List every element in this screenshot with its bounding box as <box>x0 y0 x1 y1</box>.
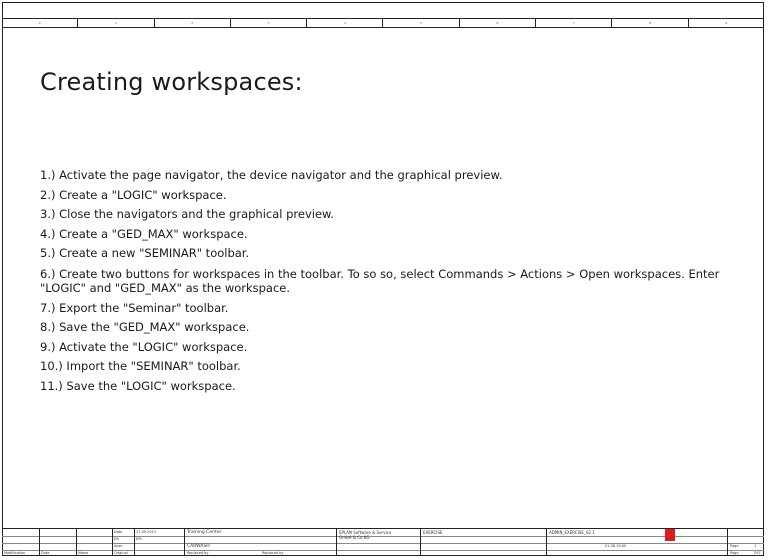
eplan-logo-icon <box>665 529 675 541</box>
page-label: Page <box>730 544 739 548</box>
column-number: 7 <box>536 19 612 27</box>
editor-label: Ed. <box>114 537 120 541</box>
column-number: 6 <box>460 19 536 27</box>
original-label: Original <box>114 551 128 555</box>
column-number: 8 <box>612 19 688 27</box>
instruction-step: 1.) Activate the page navigator, the device navigator and the graphical preview. <box>40 168 503 182</box>
instruction-step: 11.) Save the "LOGIC" workspace. <box>40 378 236 393</box>
project-name: CARWASH <box>187 544 210 549</box>
instruction-step: 7.) Export the "Seminar" toolbar. <box>40 300 229 315</box>
title-block-column <box>727 529 728 556</box>
approved-label: Appr <box>114 544 123 548</box>
modification-label: Modification <box>4 551 26 555</box>
title-block-column <box>112 529 113 556</box>
title-block-column <box>39 529 40 556</box>
page-count: 297 <box>754 551 761 555</box>
date-value: 27.09.2013 <box>136 530 157 534</box>
company-line-2: GmbH & Co KG <box>339 535 370 540</box>
instruction-step: 6.) Create two buttons for workspaces in the toolbar. To so so, select Commands > Actions > Open workspaces. Enter "LOGIC" and "GED_MAX" as the workspace. <box>40 266 720 295</box>
title-block-column <box>420 529 421 556</box>
title-block-column <box>336 529 337 556</box>
replaced-by-label-2: Replaced by <box>262 551 284 555</box>
instruction-step: 5.) Create a new "SEMINAR" toolbar. <box>40 246 250 260</box>
name-label: Name <box>78 551 89 555</box>
title-block-column <box>76 529 77 556</box>
company-line-1: EPLAN Software & Service <box>339 530 392 535</box>
column-number: 4 <box>307 19 383 27</box>
page-title: Creating workspaces: <box>40 68 303 96</box>
instruction-step: 10.) Import the "SEMINAR" toolbar. <box>40 359 241 373</box>
column-number: 0 <box>2 19 78 27</box>
instruction-step: 4.) Create a "GED_MAX" workspace. <box>40 226 248 241</box>
instruction-step: 8.) Save the "GED_MAX" workspace. <box>40 320 250 334</box>
instruction-step: 2.) Create a "LOGIC" workspace. <box>40 187 227 202</box>
column-number: 1 <box>78 19 154 27</box>
column-number: 5 <box>383 19 459 27</box>
title-block <box>2 528 764 556</box>
document-id: ADMIN_EXERCISE_02.1 <box>549 530 595 535</box>
exercise-label: EXERCISE <box>423 530 443 535</box>
print-datetime: 01.08.19:00 <box>605 544 627 548</box>
column-number-bar <box>2 18 764 28</box>
instruction-list <box>40 166 740 396</box>
instruction-step: 9.) Activate the "LOGIC" workspace. <box>40 339 248 354</box>
date-field-label: Date <box>114 530 123 534</box>
title-block-column <box>184 529 185 556</box>
page-number: 1 <box>754 544 757 548</box>
column-number: 3 <box>231 19 307 27</box>
page-count-label: Page <box>730 551 739 555</box>
date-label: Date <box>41 551 50 555</box>
replaced-by-label: Replaced by <box>187 551 209 555</box>
column-number: 2 <box>155 19 231 27</box>
instruction-step: 3.) Close the navigators and the graphical preview. <box>40 207 335 221</box>
title-block-column <box>134 529 135 556</box>
editor-value: EPL <box>136 537 143 541</box>
column-number: 9 <box>725 21 728 25</box>
training-center: Training Center <box>187 530 222 535</box>
title-block-column <box>546 529 547 556</box>
